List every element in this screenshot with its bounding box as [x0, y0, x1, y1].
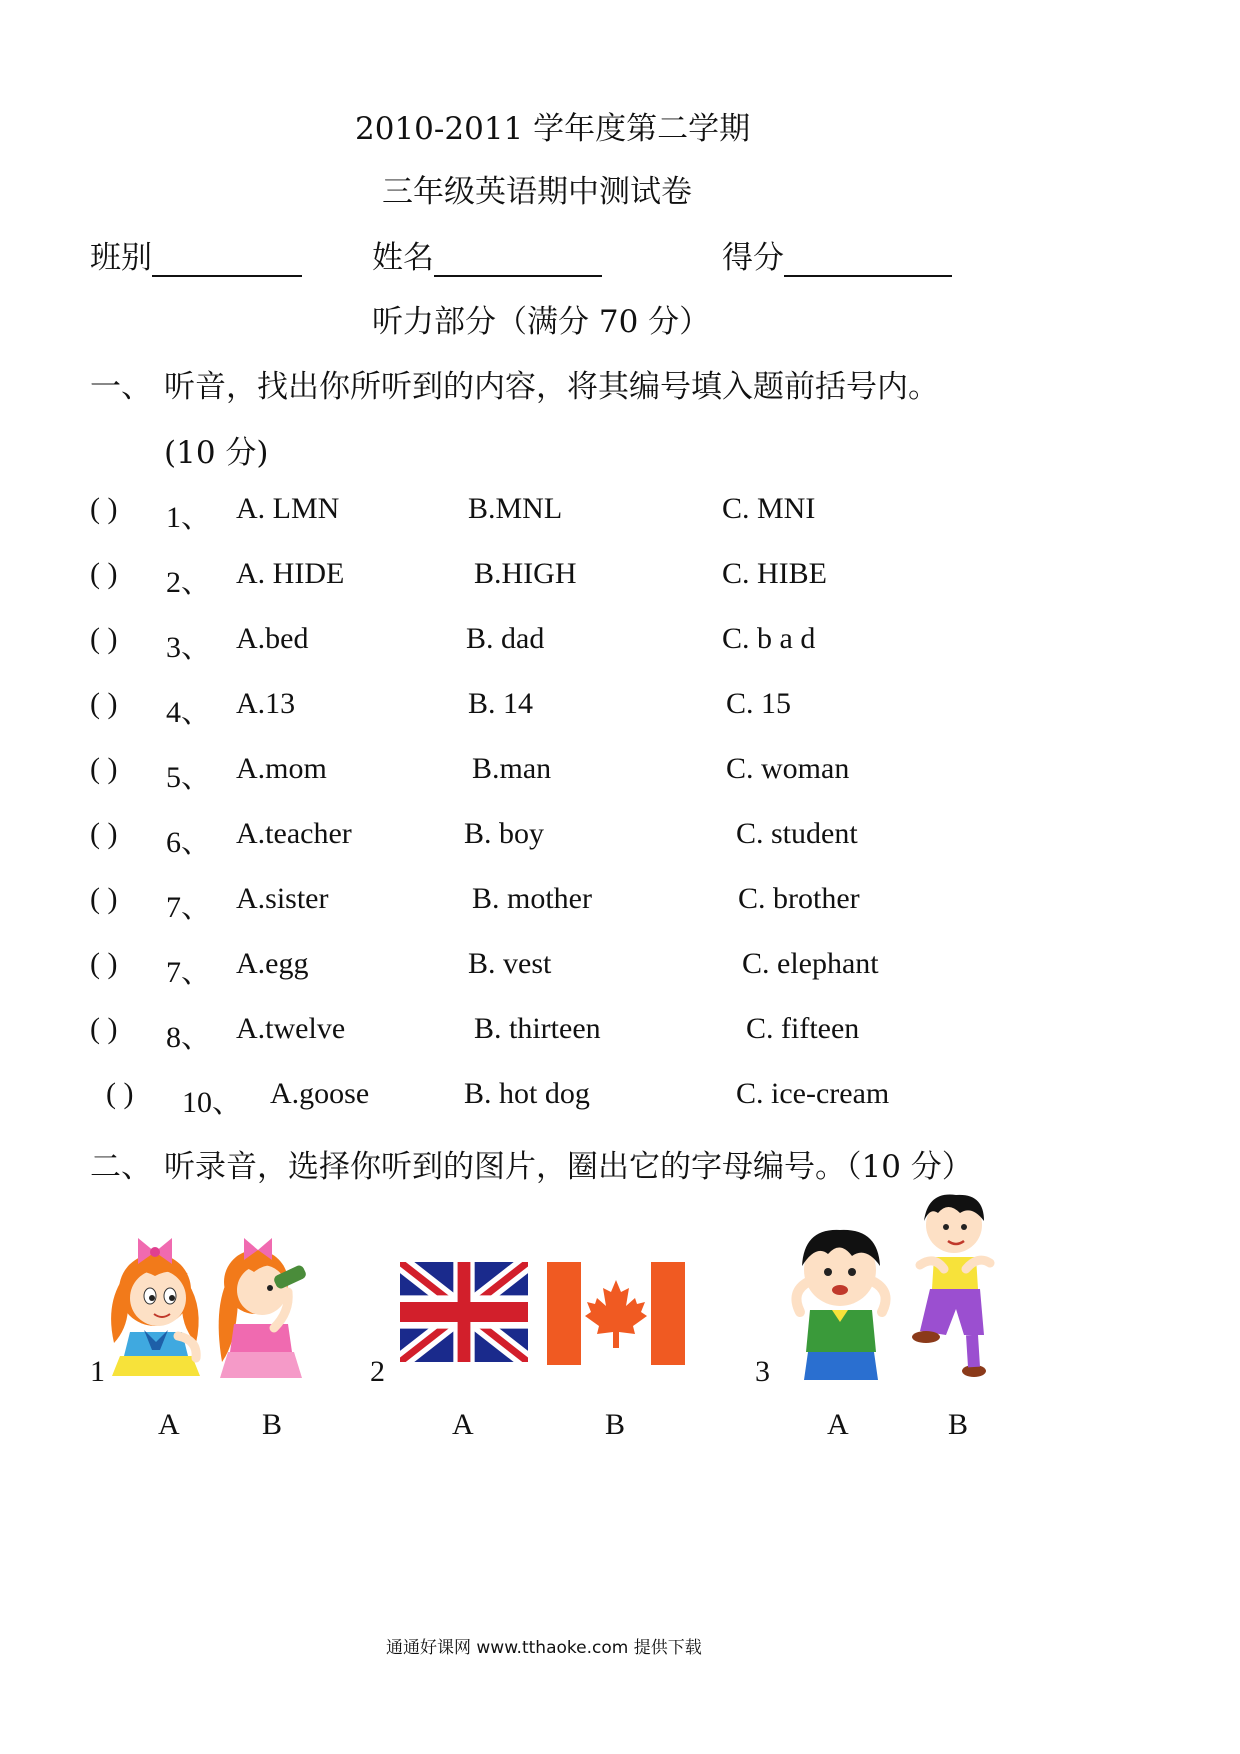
- option-c: C. MNI: [722, 492, 816, 525]
- score-blank[interactable]: [784, 245, 952, 277]
- option-a: A.sister: [236, 882, 329, 915]
- question-number: 7、: [166, 956, 211, 989]
- question-number: 8、: [166, 1021, 211, 1054]
- class-field: [90, 232, 302, 277]
- answer-paren[interactable]: ( ): [90, 752, 118, 785]
- option-b: B. 14: [468, 687, 534, 720]
- picture-1-option-a[interactable]: A: [158, 1408, 180, 1441]
- option-a: A.goose: [270, 1077, 370, 1110]
- option-c: C. woman: [726, 752, 850, 785]
- answer-paren[interactable]: ( ): [90, 557, 118, 590]
- option-c: C. 15: [726, 687, 792, 720]
- class-blank[interactable]: [152, 245, 302, 277]
- score-label: 得分: [722, 240, 784, 276]
- exam-subject-title: 三年级英语期中测试卷: [382, 174, 692, 210]
- name-label: 姓名: [372, 240, 434, 276]
- girl-b-illustration: [210, 1232, 322, 1382]
- answer-paren[interactable]: ( ): [90, 882, 118, 915]
- boy-a-illustration: [782, 1222, 900, 1382]
- option-c: C. student: [736, 817, 858, 850]
- question-number: 1、: [166, 501, 211, 534]
- option-c: C. fifteen: [746, 1012, 860, 1045]
- picture-1-number: 1: [90, 1355, 105, 1388]
- question-number: 4、: [166, 696, 211, 729]
- question-number: 5、: [166, 761, 211, 794]
- picture-2-option-b[interactable]: B: [605, 1408, 626, 1441]
- option-b: B.MNL: [468, 492, 563, 525]
- option-a: A.egg: [236, 947, 309, 980]
- option-a: A.bed: [236, 622, 309, 655]
- option-a: A.twelve: [236, 1012, 346, 1045]
- answer-paren[interactable]: ( ): [90, 687, 118, 720]
- boy-b-illustration: [900, 1185, 1000, 1380]
- answer-paren[interactable]: ( ): [106, 1077, 134, 1110]
- picture-3-number: 3: [755, 1355, 770, 1388]
- option-c: C. elephant: [742, 947, 879, 980]
- answer-paren[interactable]: ( ): [90, 947, 118, 980]
- name-blank[interactable]: [434, 245, 602, 277]
- picture-2-option-a[interactable]: A: [452, 1408, 474, 1441]
- option-c: C. ice-cream: [736, 1077, 890, 1110]
- answer-paren[interactable]: ( ): [90, 622, 118, 655]
- question-number: 3、: [166, 631, 211, 664]
- listening-heading: 听力部分（满分 70 分）: [372, 304, 711, 340]
- option-c: C. b a d: [722, 622, 816, 655]
- option-c: C. HIBE: [722, 557, 827, 590]
- question-number: 6、: [166, 826, 211, 859]
- option-b: B.HIGH: [474, 557, 577, 590]
- uk-flag-icon: [400, 1262, 528, 1362]
- option-b: B. vest: [468, 947, 552, 980]
- option-a: A. LMN: [236, 492, 340, 525]
- picture-2-number: 2: [370, 1355, 385, 1388]
- option-b: B. mother: [472, 882, 592, 915]
- question-number: 10、: [182, 1086, 242, 1119]
- answer-paren[interactable]: ( ): [90, 817, 118, 850]
- score-field: [722, 232, 952, 277]
- picture-3-option-a[interactable]: A: [827, 1408, 849, 1441]
- answer-paren[interactable]: ( ): [90, 492, 118, 525]
- section2-number: 二、: [90, 1149, 152, 1185]
- section1-instruction: 听音，找出你所听到的内容，将其编号填入题前括号内。: [164, 369, 939, 405]
- canada-flag-icon: [547, 1262, 685, 1365]
- section1-points: (10 分): [164, 435, 269, 471]
- picture-1-option-b[interactable]: B: [262, 1408, 283, 1441]
- girl-a-illustration: [100, 1228, 210, 1380]
- option-a: A.13: [236, 687, 296, 720]
- name-field: [372, 232, 602, 277]
- option-a: A. HIDE: [236, 557, 345, 590]
- class-label: 班别: [90, 240, 152, 276]
- answer-paren[interactable]: ( ): [90, 1012, 118, 1045]
- exam-year-title: 2010-2011 学年度第二学期: [355, 111, 751, 147]
- option-b: B. hot dog: [464, 1077, 590, 1110]
- option-b: B. dad: [466, 622, 545, 655]
- footer-credit: 通通好课网 www.tthaoke.com 提供下载: [386, 1638, 702, 1658]
- section2-instruction: 听录音，选择你听到的图片，圈出它的字母编号。（10 分）: [164, 1149, 973, 1185]
- question-number: 2、: [166, 566, 211, 599]
- section1-number: 一、: [90, 369, 152, 405]
- option-b: B. boy: [464, 817, 545, 850]
- option-b: B.man: [472, 752, 552, 785]
- picture-3-option-b[interactable]: B: [948, 1408, 969, 1441]
- option-c: C. brother: [738, 882, 860, 915]
- option-a: A.teacher: [236, 817, 352, 850]
- option-b: B. thirteen: [474, 1012, 601, 1045]
- question-number: 7、: [166, 891, 211, 924]
- option-a: A.mom: [236, 752, 327, 785]
